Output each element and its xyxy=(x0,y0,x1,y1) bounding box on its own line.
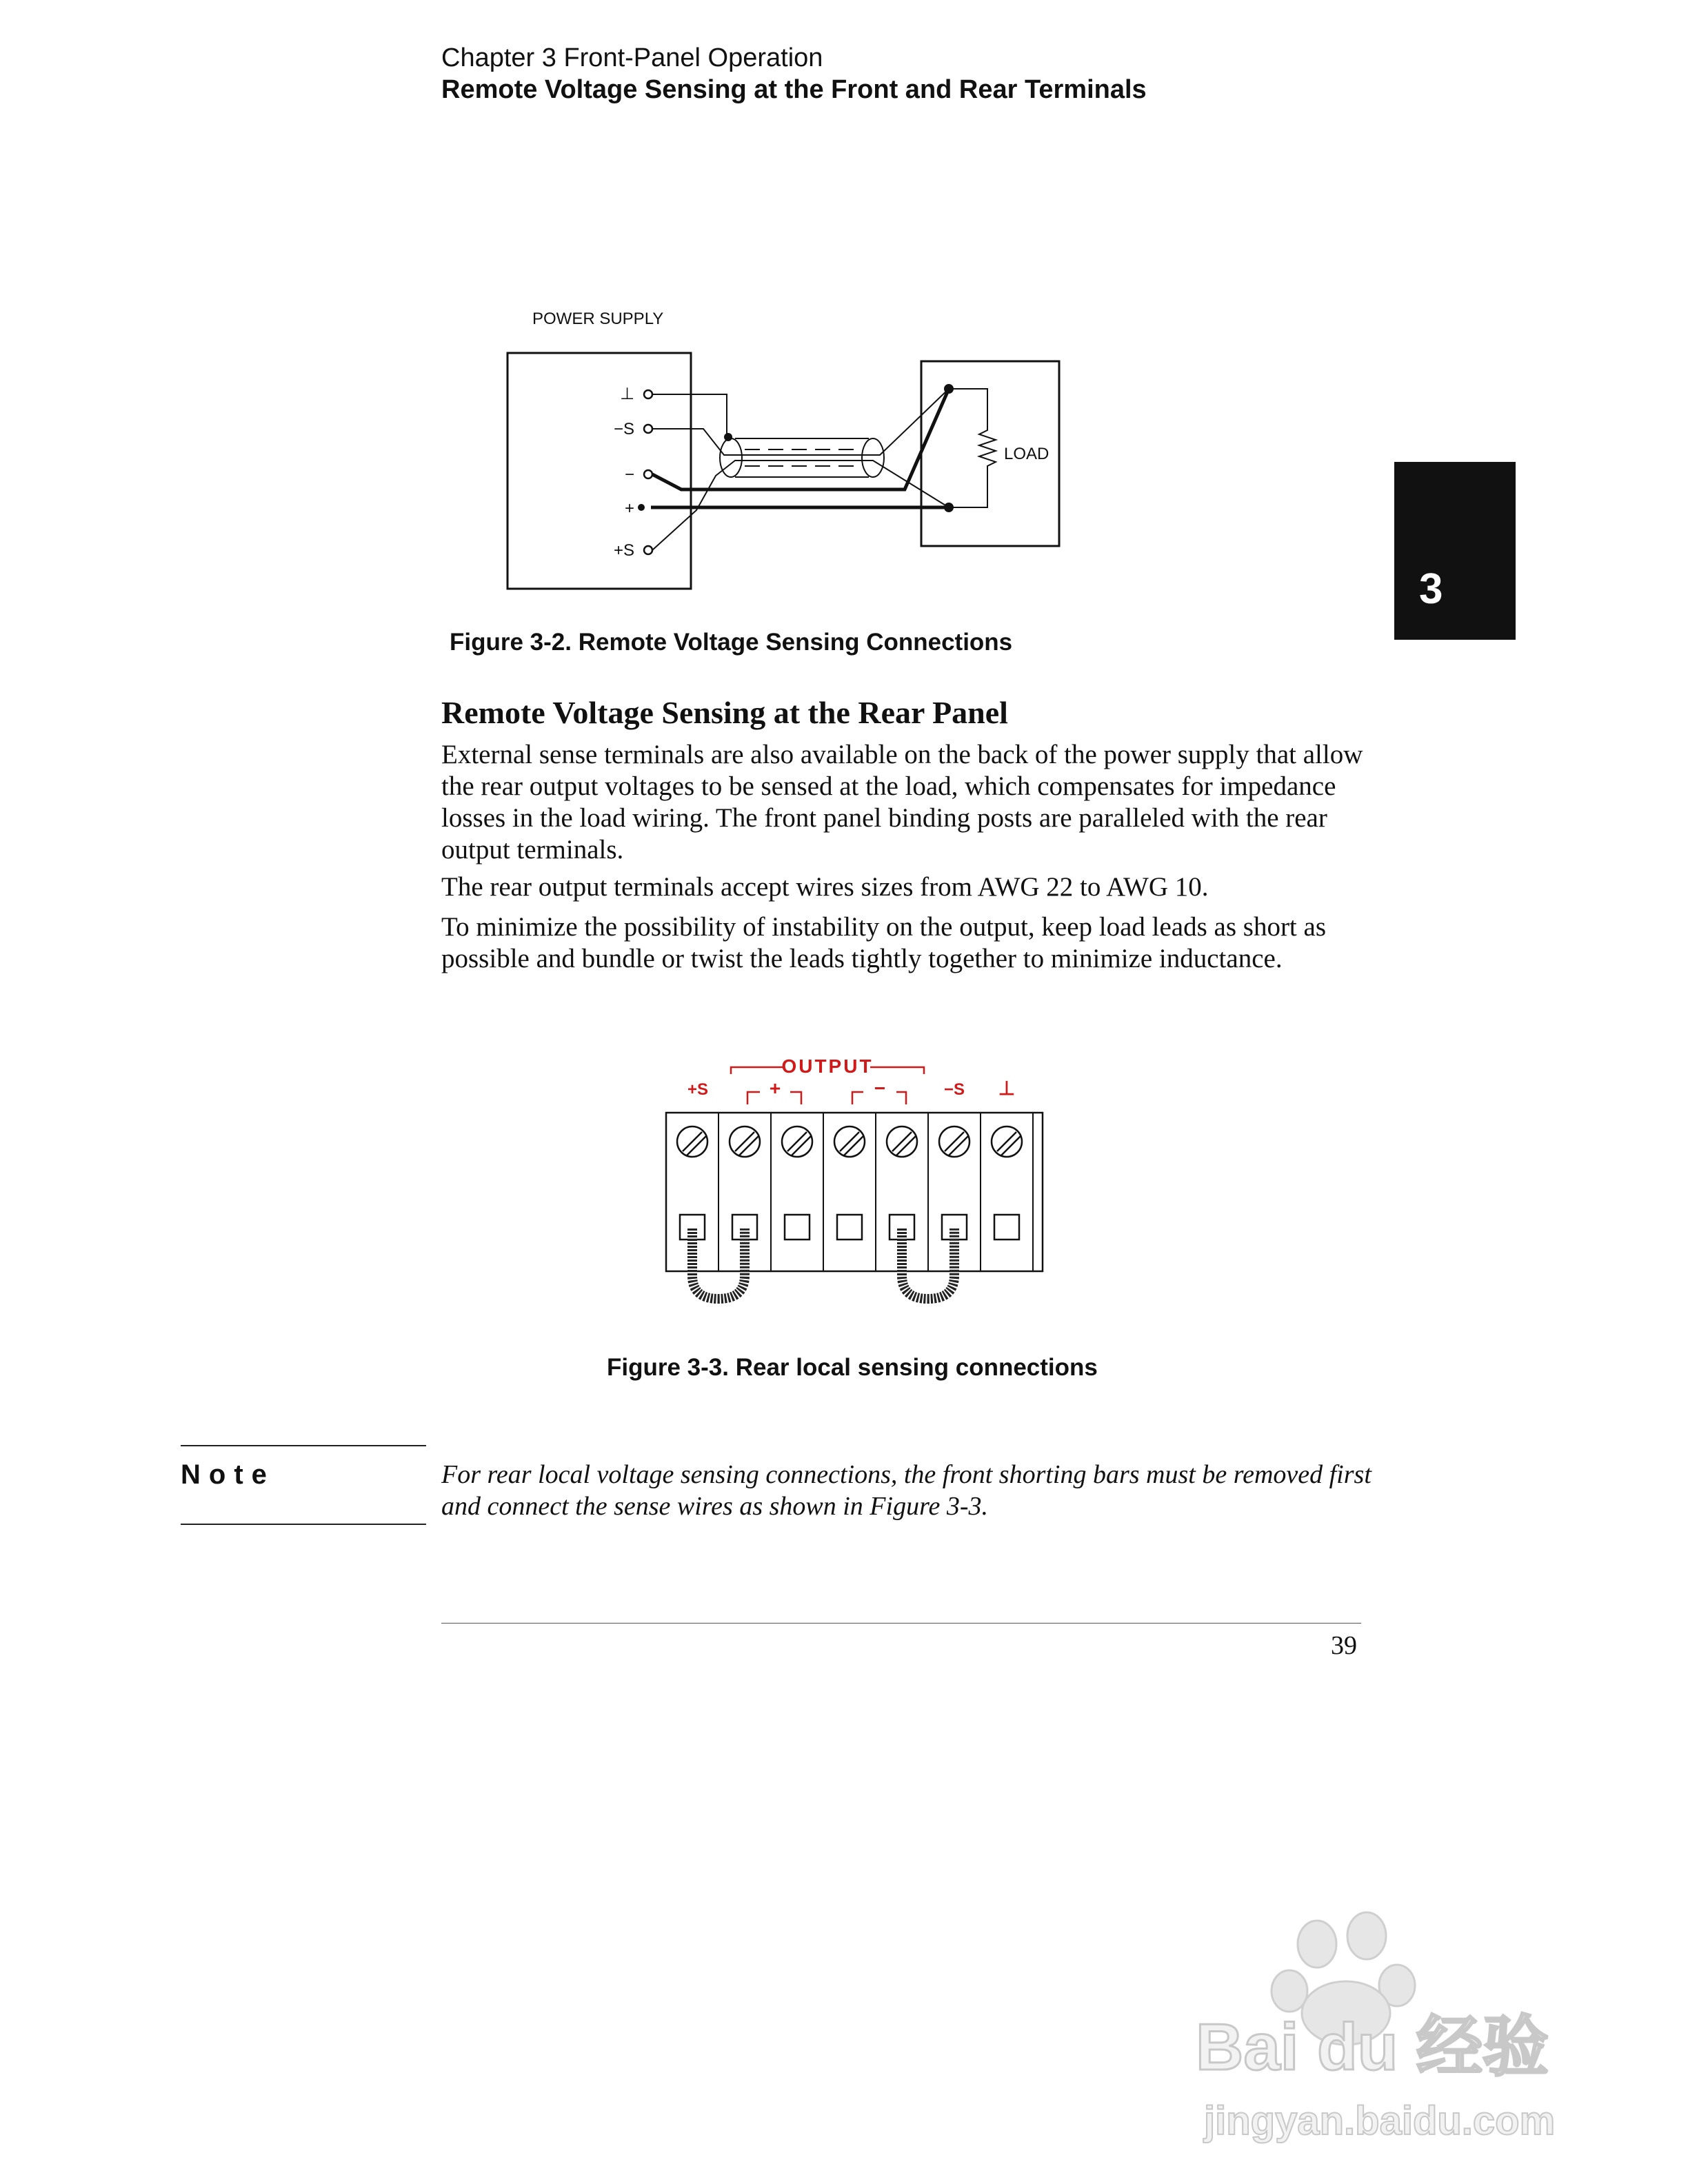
paragraph-3: To minimize the possibility of instability on the output, keep load leads as short as possible and bundle or twist the leads tightly together to minimize inductance. xyxy=(441,912,1327,973)
terminal-label-minus: − xyxy=(624,465,634,484)
note-rule-bottom xyxy=(181,1524,426,1525)
output-label: OUTPUT xyxy=(781,1055,874,1077)
baidu-watermark xyxy=(1186,1910,1586,2158)
terminal-label-plus: + xyxy=(624,499,634,518)
power-supply-box xyxy=(508,353,691,589)
wire-opening-4 xyxy=(837,1215,862,1240)
figure-3-2-diagram xyxy=(496,303,1089,600)
wire-opening-3 xyxy=(785,1215,810,1240)
paw-toe-2 xyxy=(1347,1912,1386,1959)
note-text: For rear local voltage sensing connections, the front shorting bars must be removed first and connect the sense wires as shown in Figure 3-3. xyxy=(441,1460,1372,1521)
terminal-post-minus-s xyxy=(644,425,652,433)
watermark-url: jingyan.baidu.com xyxy=(1204,2099,1556,2143)
rear-label-ground: ⊥ xyxy=(998,1078,1016,1099)
rear-label-minus: − xyxy=(874,1078,886,1099)
terminal-post-ground xyxy=(644,390,652,398)
figure-3-2-caption: Figure 3-2. Remote Voltage Sensing Connections xyxy=(450,629,1013,656)
load-label: LOAD xyxy=(1004,445,1049,463)
plus-sense-wire xyxy=(652,461,949,550)
load-resistor xyxy=(949,389,996,507)
section-heading: Remote Voltage Sensing at the Rear Panel xyxy=(441,695,1008,730)
rear-label-plus: + xyxy=(769,1078,781,1099)
terminal-label-minus-s: −S xyxy=(613,420,634,438)
paw-toe-1 xyxy=(1298,1921,1336,1968)
watermark-brand: Bai du 经验 xyxy=(1196,2010,1549,2084)
ground-wire xyxy=(652,394,727,438)
plus-junction-dot xyxy=(638,504,645,511)
terminal-post-plus-s xyxy=(644,546,652,554)
power-supply-label: POWER SUPPLY xyxy=(532,310,664,328)
shield-junction-dot xyxy=(724,433,732,441)
terminal-post-minus xyxy=(644,470,652,478)
chapter-tab-number: 3 xyxy=(1419,565,1443,613)
running-header-chapter: Chapter 3 Front-Panel Operation xyxy=(441,43,823,72)
terminal-label-plus-s: +S xyxy=(613,541,634,560)
rear-label-minus-s: −S xyxy=(943,1080,965,1099)
minus-sense-wire xyxy=(652,389,949,455)
rear-label-plus-s: +S xyxy=(687,1080,709,1099)
page-number: 39 xyxy=(1331,1631,1357,1660)
wire-opening-7 xyxy=(994,1215,1019,1240)
note-label: Note xyxy=(181,1459,275,1490)
figure-3-3-caption: Figure 3-3. Rear local sensing connections xyxy=(607,1354,1098,1381)
figure-3-3-diagram xyxy=(662,1048,1048,1310)
paragraph-2: The rear output terminals accept wires sizes from AWG 22 to AWG 10. xyxy=(441,872,1209,902)
footer-rule xyxy=(441,1623,1361,1624)
paragraph-1: External sense terminals are also available on the back of the power supply that allow the rear output voltages to be sensed at the load, which compensates for impedance losses in the load wiring. The front panel binding posts are paralleled with the rear output terminals. xyxy=(441,740,1363,865)
running-header-section: Remote Voltage Sensing at the Front and Rear Terminals xyxy=(441,75,1147,104)
note-rule-top xyxy=(181,1445,426,1446)
shield-cable xyxy=(720,438,884,477)
terminal-label-ground: ⊥ xyxy=(620,385,634,403)
chapter-tab xyxy=(1394,462,1516,640)
